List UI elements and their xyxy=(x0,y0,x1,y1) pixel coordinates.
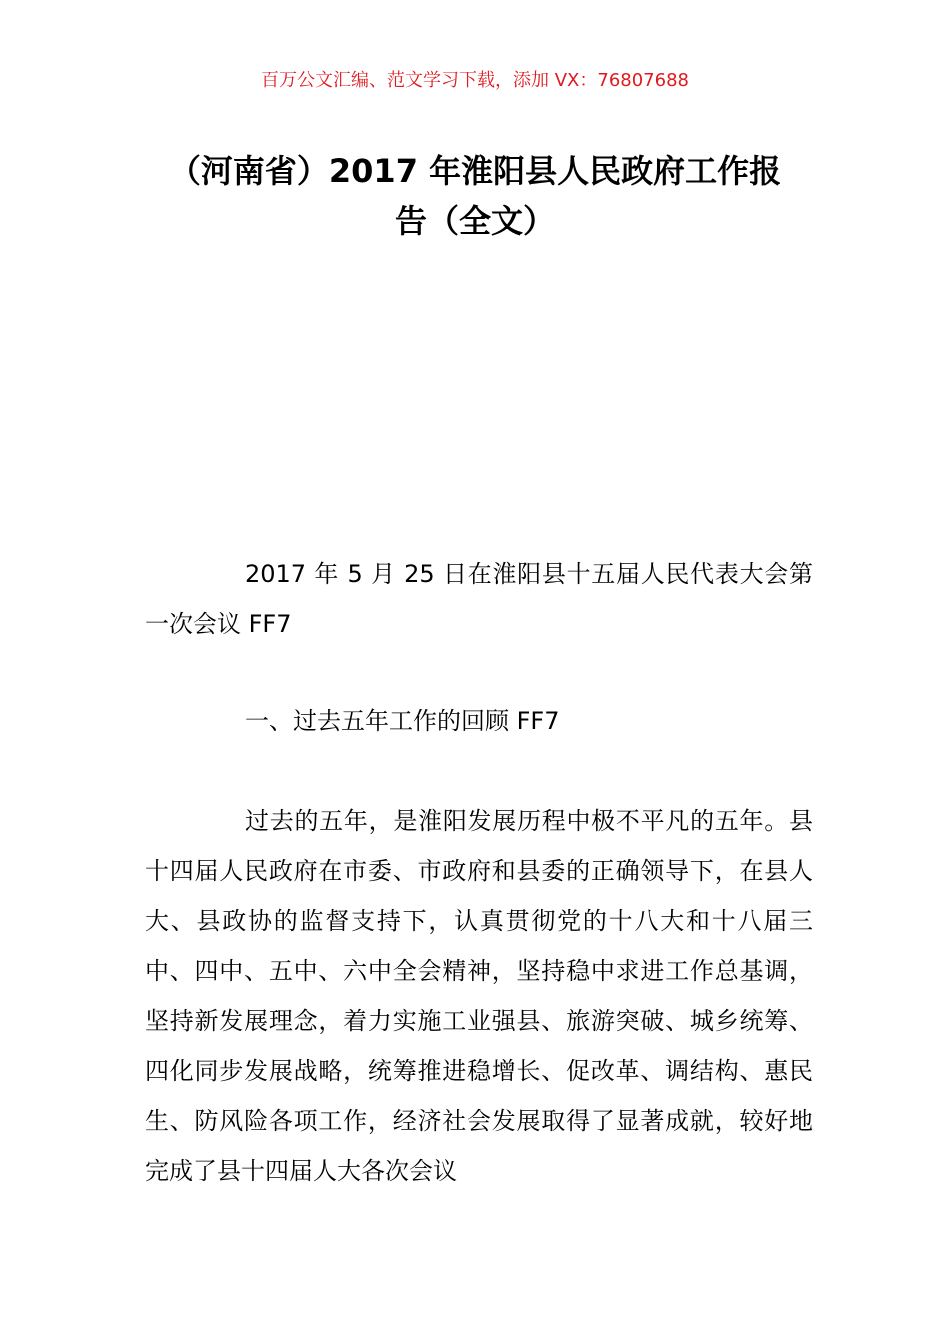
title-line-2: 告（全文） xyxy=(394,202,555,240)
section-heading-block xyxy=(145,696,813,746)
body-paragraph-block xyxy=(145,796,813,1196)
title-line-1: （河南省）2017 年淮阳县人民政府工作报 xyxy=(168,152,782,190)
date-paragraph: 2017 年 5 月 25 日在淮阳县十五届人民代表大会第一次会议 FF7 xyxy=(145,560,813,638)
date-paragraph-block xyxy=(145,549,813,649)
section-heading: 一、过去五年工作的回顾 FF7 xyxy=(245,707,560,735)
header-watermark-note: 百万公文汇编、范文学习下载，添加 VX：76807688 xyxy=(261,70,689,91)
body-paragraph: 过去的五年，是淮阳发展历程中极不平凡的五年。县十四届人民政府在市委、市政府和县委的正确领导下，在县人大、县政协的监督支持下，认真贯彻党的十八大和十八届三中、四中、五中、六中全会精神，坚持稳中求进工作总基调，坚持新发展理念，着力实施工业强县、旅游突破、城乡统筹、四化同步发展战略，统筹推进稳增长、促改革、调结构、惠民生、防风险各项工作，经济社会发展取得了显著成就，较好地完成了县十四届人大各次会议 xyxy=(145,807,813,1185)
document-title xyxy=(110,146,840,246)
